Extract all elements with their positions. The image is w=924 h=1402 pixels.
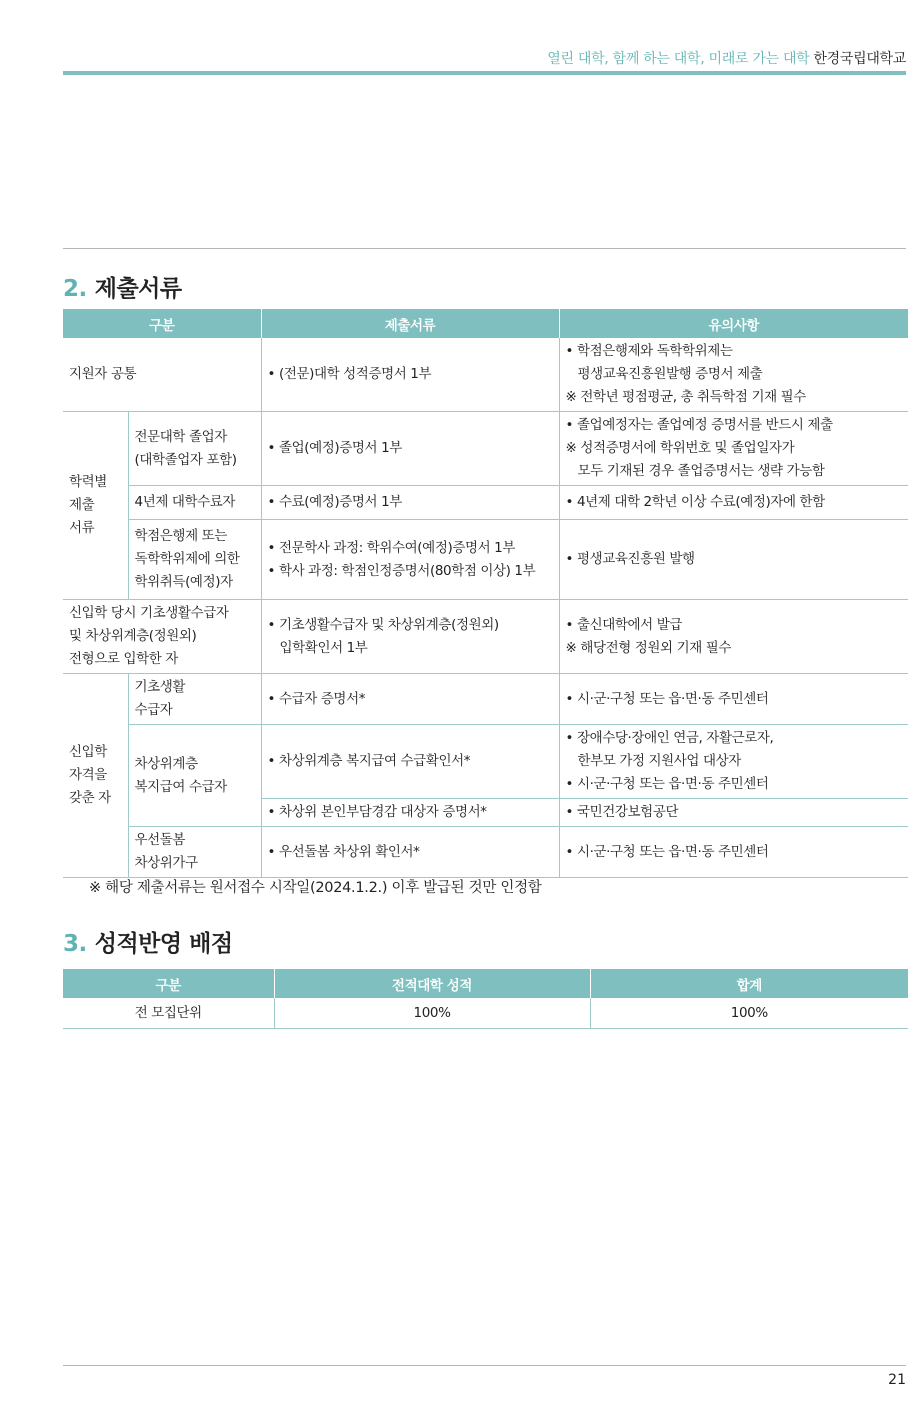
note-line: ※ 해당전형 정원외 기재 필수	[565, 639, 732, 656]
row-category	[63, 600, 261, 674]
note-line: 한부모 가정 지원사업 대상자	[577, 753, 741, 769]
cell-score: 100%	[274, 998, 590, 1029]
row-notes: • 시·군·구청 또는 읍·면·동 주민센터	[559, 827, 908, 878]
row-documents: • 차상위 본인부담경감 대상자 증명서*	[261, 799, 559, 827]
row-notes	[559, 600, 908, 674]
sub-line: 독학학위제에 의한	[134, 551, 240, 567]
sub-line: 수급자	[134, 702, 173, 718]
section-3-title	[63, 925, 233, 958]
row-notes: • 평생교육진흥원 발행	[559, 520, 908, 600]
col-header-category: 구분	[63, 969, 274, 998]
doc-line: • (전문)대학 성적증명서 1부	[267, 366, 432, 382]
table-row	[63, 674, 908, 725]
cell-total: 100%	[590, 998, 908, 1029]
sub-line: 학위취득(예정)자	[134, 574, 233, 590]
note-line: • 시·군·구청 또는 읍·면·동 주민센터	[565, 776, 769, 792]
group-line: 자격을	[69, 767, 107, 783]
section-3-label: 성적반영 배점	[94, 931, 233, 957]
group-line: 제출	[69, 497, 95, 513]
group-line: 신입학	[69, 744, 107, 760]
group-line: 서류	[69, 520, 95, 536]
row-notes: • 시·군·구청 또는 읍·면·동 주민센터	[559, 674, 908, 725]
row-subcategory	[128, 827, 261, 878]
col-header-documents: 제출서류	[261, 309, 559, 338]
header-slogan: 열린 대학, 함께 하는 대학, 미래로 가는 대학	[547, 51, 810, 67]
col-header-category: 구분	[63, 309, 261, 338]
row-documents	[261, 520, 559, 600]
footer-rule	[63, 1365, 906, 1366]
table-row	[63, 412, 908, 486]
group-qualified	[63, 674, 128, 878]
doc-line: 입학확인서 1부	[279, 639, 368, 656]
section-2-number: 2.	[63, 276, 87, 302]
sub-line: 차상위계층	[134, 755, 198, 772]
table-header-row	[63, 309, 908, 338]
row-subcategory	[128, 674, 261, 725]
sub-line: 전문대학 졸업자	[134, 428, 227, 445]
row-subcategory: 4년제 대학수료자	[128, 486, 261, 520]
score-table	[63, 969, 908, 1029]
sub-line: 우선돌봄	[134, 832, 186, 848]
documents-table	[63, 309, 908, 878]
row-documents	[261, 412, 559, 486]
table-row	[63, 998, 908, 1029]
row-category: 지원자 공통	[63, 338, 261, 412]
footnote: ※ 해당 제출서류는 원서접수 시작일(2024.1.2.) 이후 발급된 것만 인정함	[89, 880, 542, 896]
note-line: ※ 전학년 평점평균, 총 취득학점 기재 필수	[565, 389, 806, 405]
doc-line: • 학사 과정: 학점인정증명서(80학점 이상) 1부	[267, 562, 536, 579]
row-notes	[559, 338, 908, 412]
section-3-number: 3.	[63, 931, 87, 957]
table-row	[63, 827, 908, 878]
note-line: • 출신대학에서 발급	[565, 616, 682, 633]
sub-line: 복지급여 수급자	[134, 778, 227, 795]
table-row	[63, 486, 908, 520]
table-row	[63, 600, 908, 674]
row-documents: • 우선돌봄 차상위 확인서*	[261, 827, 559, 878]
table-row	[63, 725, 908, 799]
doc-line: • 전문학사 과정: 학위수여(예정)증명서 1부	[267, 539, 515, 556]
row-documents	[261, 338, 559, 412]
col-header-notes: 유의사항	[559, 309, 908, 338]
row-subcategory	[128, 725, 261, 827]
sub-line: 학점은행제 또는	[134, 528, 227, 544]
header-university: 한경국립대학교	[813, 51, 906, 67]
row-subcategory	[128, 412, 261, 486]
table-header-row	[63, 969, 908, 998]
running-header	[547, 48, 906, 68]
row-subcategory	[128, 520, 261, 600]
category-line: 전형으로 입학한 자	[69, 651, 178, 667]
row-documents	[261, 600, 559, 674]
divider	[63, 248, 906, 249]
group-line: 학력별	[69, 474, 107, 490]
note-line: ※ 성적증명서에 학위번호 및 졸업일자가	[565, 440, 795, 456]
sub-line: 기초생활	[134, 679, 186, 695]
note-line: 평생교육진흥원발행 증명서 제출	[577, 366, 763, 382]
section-2-title	[63, 270, 182, 303]
table-row	[63, 520, 908, 600]
sub-line: 차상위가구	[134, 855, 198, 871]
page-number: 21	[888, 1372, 906, 1388]
cell-unit: 전 모집단위	[63, 998, 274, 1029]
group-line: 갖춘 자	[69, 790, 111, 806]
doc-line: • 기초생활수급자 및 차상위계층(정원외)	[267, 616, 499, 633]
row-notes	[559, 412, 908, 486]
row-notes: • 4년제 대학 2학년 이상 수료(예정)자에 한함	[559, 486, 908, 520]
note-line: 모두 기재된 경우 졸업증명서는 생략 가능함	[577, 463, 825, 479]
note-line: • 장애수당·장애인 연금, 자활근로자,	[565, 730, 774, 746]
note-line: • 졸업예정자는 졸업예정 증명서를 반드시 제출	[565, 417, 833, 433]
group-academic	[63, 412, 128, 600]
row-notes: • 국민건강보험공단	[559, 799, 908, 827]
table-row	[63, 338, 908, 412]
col-header-total: 합계	[590, 969, 908, 998]
sub-line: (대학졸업자 포함)	[134, 451, 237, 468]
doc-line: • 졸업(예정)증명서 1부	[267, 440, 402, 456]
row-documents: • 수료(예정)증명서 1부	[261, 486, 559, 520]
category-line: 신입학 당시 기초생활수급자	[69, 605, 229, 621]
col-header-prior-grade: 전적대학 성적	[274, 969, 590, 998]
section-2-label: 제출서류	[94, 276, 182, 302]
row-notes	[559, 725, 908, 799]
row-documents: • 수급자 증명서*	[261, 674, 559, 725]
header-rule	[63, 71, 906, 75]
row-documents: • 차상위계층 복지급여 수급확인서*	[261, 725, 559, 799]
category-line: 및 차상위계층(정원외)	[69, 628, 197, 644]
note-line: • 학점은행제와 독학학위제는	[565, 343, 733, 359]
